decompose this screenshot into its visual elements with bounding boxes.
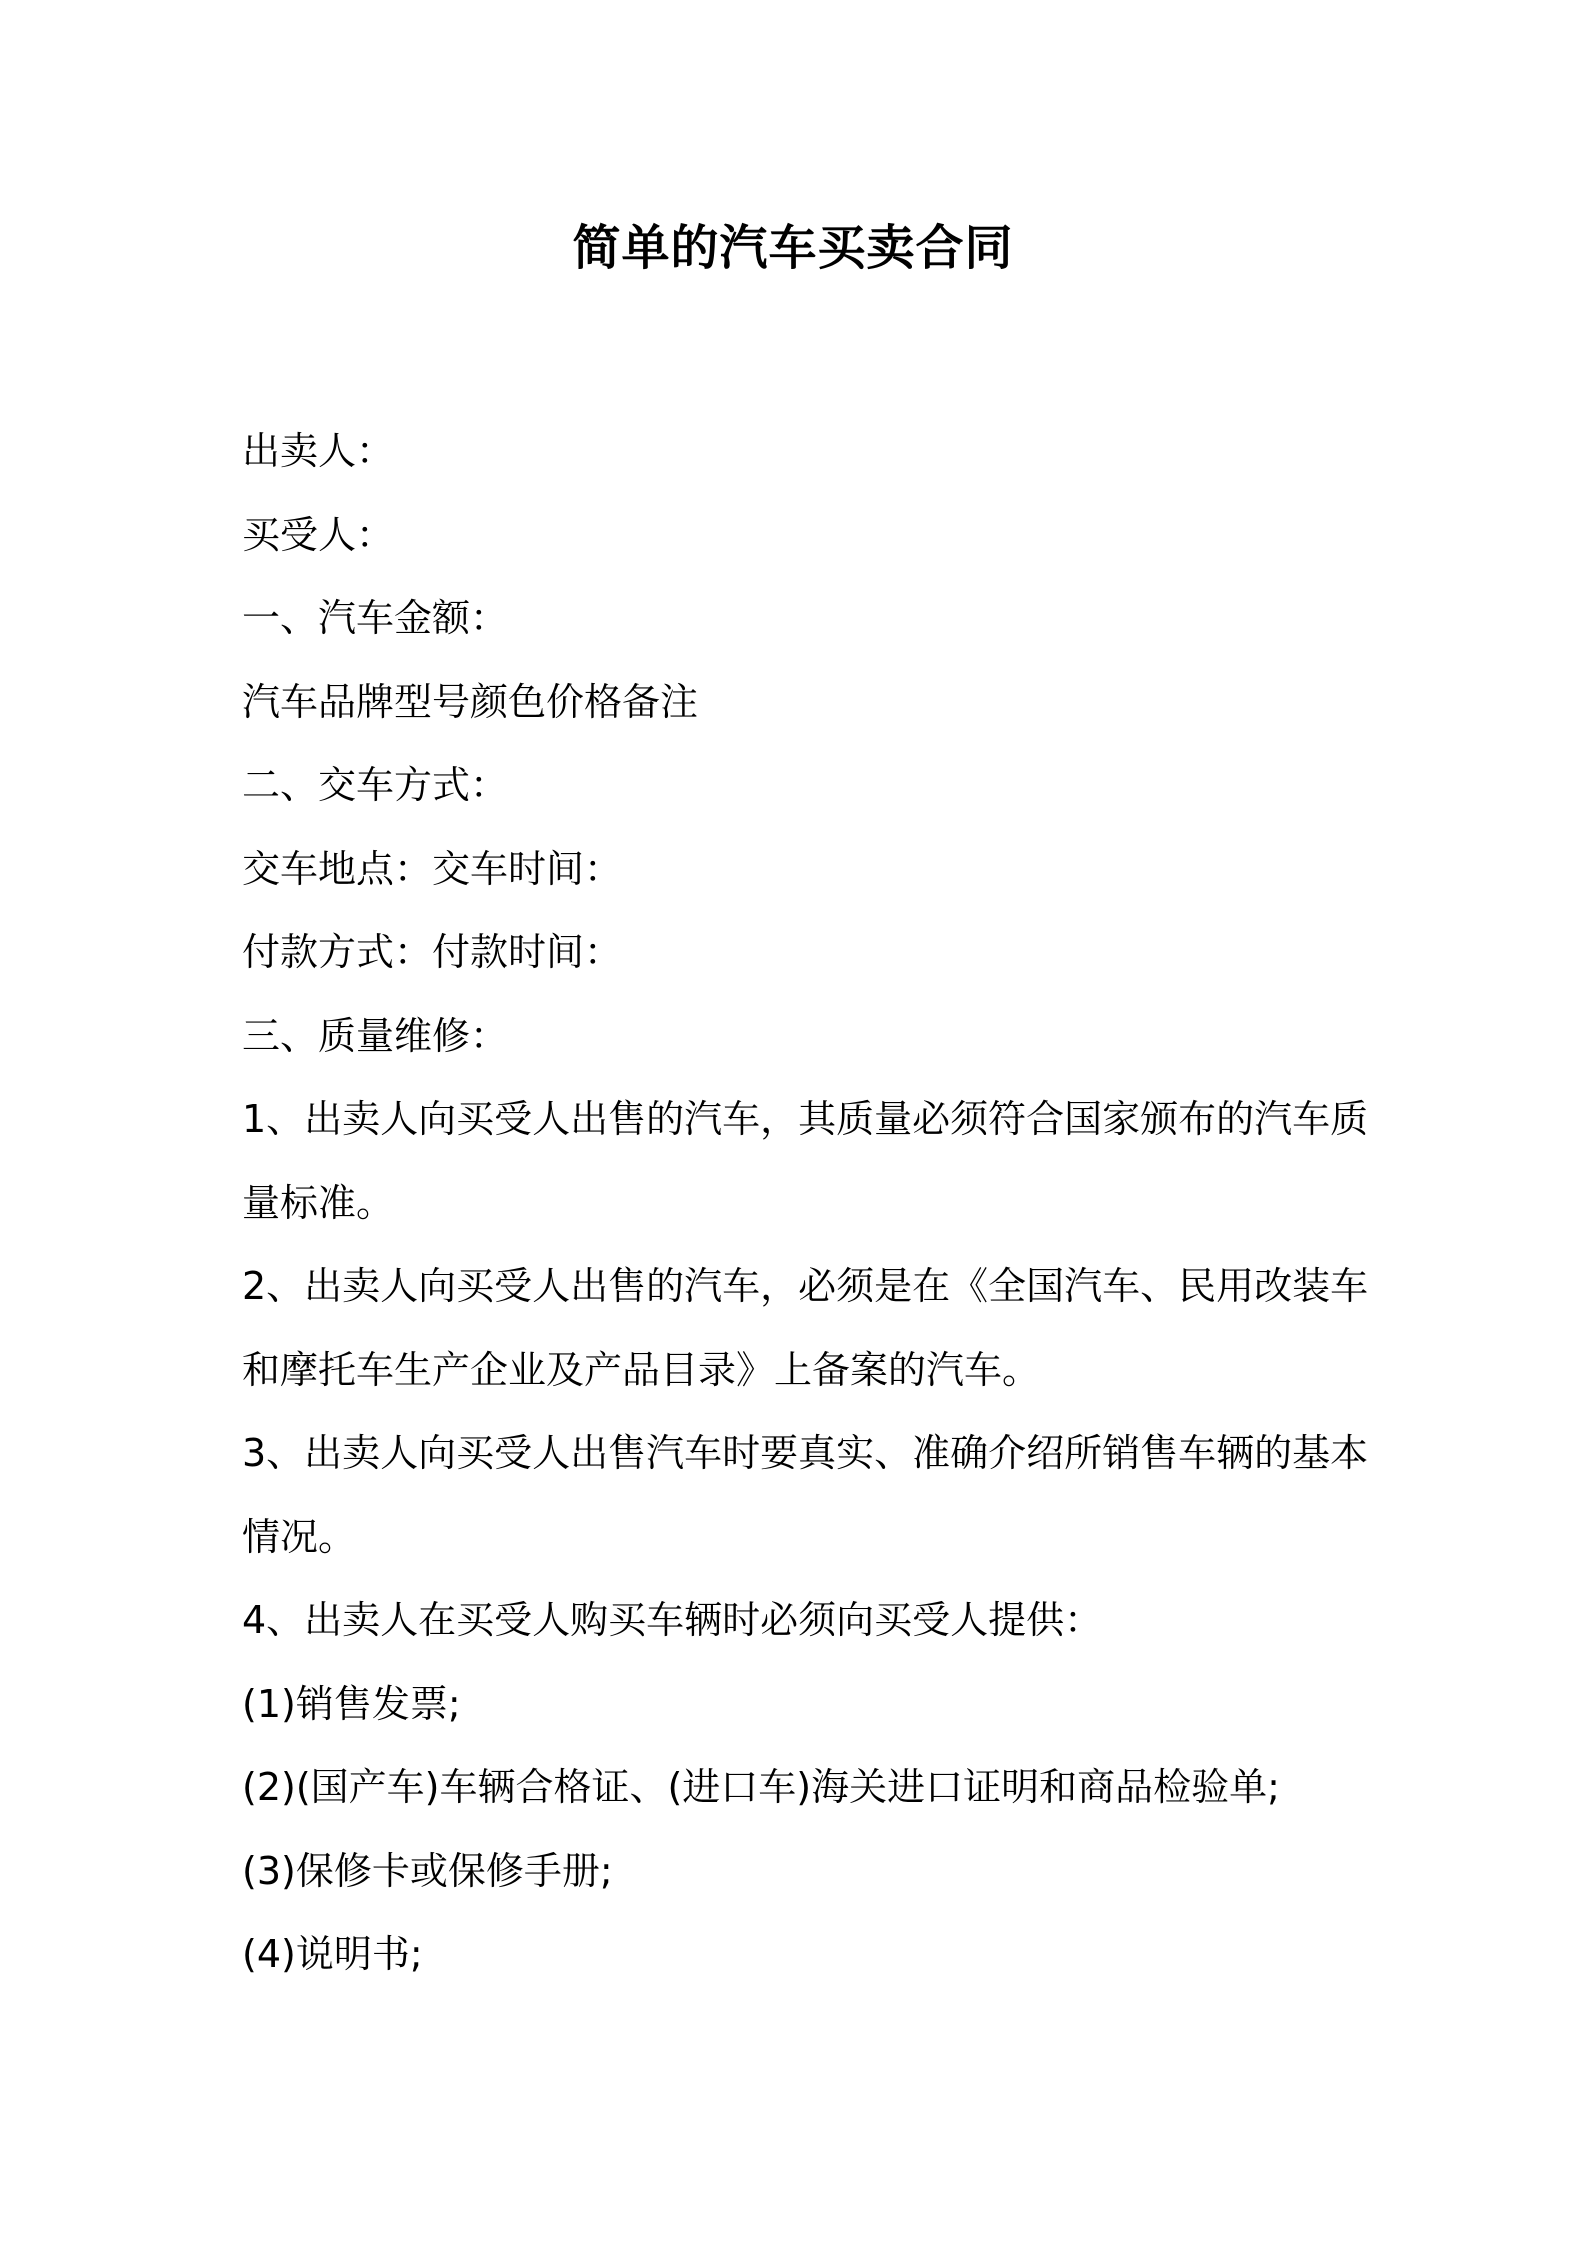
- clause-2-line-2: 和摩托车生产企业及产品目录》上备案的汽车。: [242, 1347, 1041, 1392]
- list-item-3: (3)保修卡或保修手册;: [242, 1848, 613, 1893]
- line-car-fields: 汽车品牌型号颜色价格备注: [242, 679, 699, 724]
- list-item-1: (1)销售发票;: [242, 1681, 461, 1726]
- list-item-4: (4)说明书;: [242, 1932, 423, 1976]
- document-body: [242, 410, 1369, 1997]
- section-heading-delivery: 二、交车方式：: [242, 763, 509, 807]
- list-item-2: (2)(国产车)车辆合格证、(进口车)海关进口证明和商品检验单;: [242, 1765, 1280, 1809]
- section-heading-amount: 一、汽车金额：: [242, 596, 509, 640]
- clause-3-line-1: 3、出卖人向买受人出售汽车时要真实、准确介绍所销售车辆的基本: [242, 1431, 1369, 1475]
- clause-3-line-2: 情况。: [242, 1514, 357, 1559]
- clause-4-line-1: 4、出卖人在买受人购买车辆时必须向买受人提供：: [242, 1598, 1103, 1642]
- line-buyer: 买受人：: [242, 512, 395, 557]
- section-heading-quality: 三、质量维修：: [242, 1013, 509, 1058]
- clause-1-line-2: 量标准。: [242, 1180, 395, 1225]
- line-seller: 出卖人：: [242, 429, 395, 473]
- line-delivery-place-time: 交车地点：交车时间：: [242, 846, 623, 891]
- line-payment-method-time: 付款方式：付款时间：: [242, 930, 623, 974]
- clause-1-line-1: 1、出卖人向买受人出售的汽车，其质量必须符合国家颁布的汽车质: [242, 1097, 1369, 1141]
- document-title: 简单的汽车买卖合同: [572, 220, 1014, 276]
- clause-2-line-1: 2、出卖人向买受人出售的汽车，必须是在《全国汽车、民用改装车: [242, 1264, 1369, 1308]
